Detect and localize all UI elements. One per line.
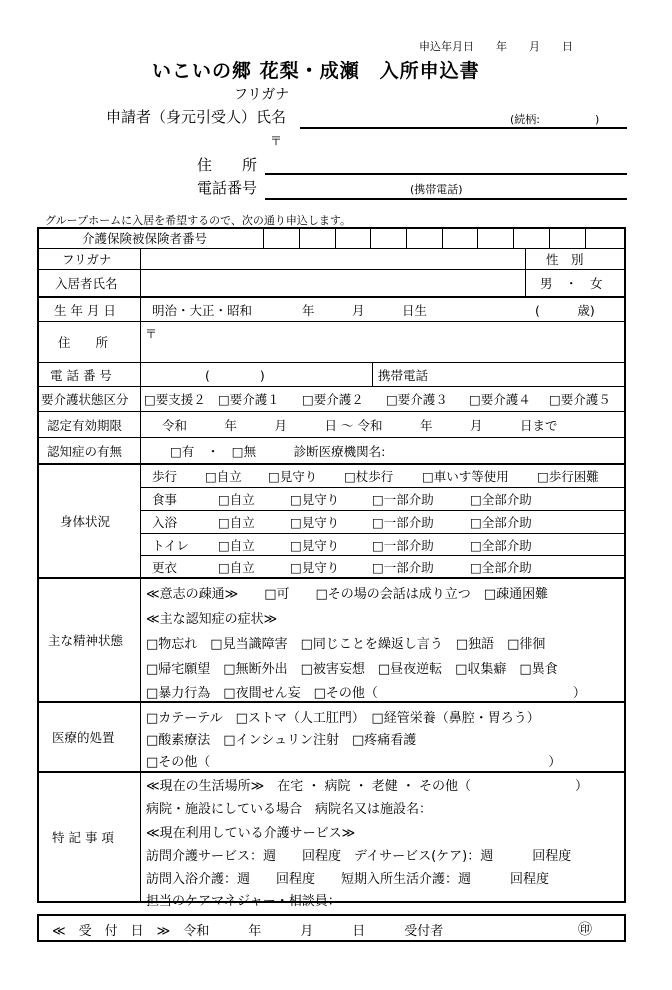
form-title: いこいの郷 花梨・成瀬 入所申込書 bbox=[152, 60, 480, 82]
physical-item-dressing: 更衣 bbox=[152, 559, 178, 575]
bathing-option-2[interactable]: □見守り bbox=[290, 515, 340, 530]
validity-value[interactable]: 令和 年 月 日 〜 令和 年 月 日まで bbox=[162, 417, 558, 433]
physical-item-walking: 歩行 bbox=[152, 469, 178, 484]
care-level-6[interactable]: □要介護５ bbox=[549, 392, 611, 407]
eating-option-1[interactable]: □自立 bbox=[218, 492, 255, 507]
bathing-option-3[interactable]: □一部介助 bbox=[372, 515, 434, 530]
notes-line-6[interactable]: 担当のケアマネジャー・相談員： bbox=[146, 894, 341, 909]
bathing-option-4[interactable]: □全部介助 bbox=[470, 515, 532, 530]
toilet-option-2[interactable]: □見守り bbox=[290, 537, 340, 553]
furigana-label: フリガナ bbox=[234, 87, 290, 103]
eating-option-2[interactable]: □見守り bbox=[290, 492, 340, 507]
eating-option-3[interactable]: □一部介助 bbox=[372, 492, 434, 507]
dressing-option-1[interactable]: □自立 bbox=[218, 559, 255, 575]
age-value[interactable]: ( 歳) bbox=[535, 302, 595, 318]
applicant-name-label: 申請者（身元引受人）氏名 bbox=[106, 108, 287, 126]
care-level-label: 要介護状態区分 bbox=[41, 392, 129, 407]
physical-item-bathing: 入浴 bbox=[152, 515, 178, 530]
walking-option-5[interactable]: □歩行困難 bbox=[537, 469, 599, 484]
care-level-5[interactable]: □要介護４ bbox=[469, 392, 531, 407]
notes-line-4[interactable]: 訪問介護サービス：週 回程度 デイサービス(ケア)：週 回程度 bbox=[146, 849, 572, 864]
care-level-3[interactable]: □要介護２ bbox=[302, 392, 364, 407]
resident-phone-value[interactable]: ( ) bbox=[205, 367, 265, 383]
physical-status-label: 身体状況 bbox=[60, 514, 111, 529]
medical-line-3[interactable]: □その他（ ） bbox=[146, 755, 562, 770]
notes-line-1[interactable]: ≪現在の生活場所≫ 在宅 ・ 病院 ・ 老健 ・ その他（ ） bbox=[146, 779, 589, 794]
dressing-option-2[interactable]: □見守り bbox=[290, 559, 340, 575]
notes-label: 特 記 事 項 bbox=[52, 830, 114, 845]
validity-label: 認定有効期限 bbox=[47, 417, 123, 433]
mobile-label: (携帯電話) bbox=[410, 183, 463, 196]
walking-option-1[interactable]: □自立 bbox=[205, 469, 242, 484]
gender-label: 性 別 bbox=[546, 252, 584, 267]
phone-underline bbox=[265, 198, 627, 200]
application-date-label: 申込年月日 年 月 日 bbox=[419, 40, 573, 53]
furigana-row-label: フリガナ bbox=[62, 252, 112, 267]
gender-options[interactable]: 男 ・ 女 bbox=[540, 276, 603, 291]
reception-date[interactable]: ≪ 受 付 日 ≫ 令和 年 月 日 受付者 bbox=[52, 924, 444, 939]
medical-line-2[interactable]: □酸素療法 □インシュリン注射 □疼痛看護 bbox=[146, 733, 417, 748]
intro-text: グループホームに入居を希望するので、次の通り申込します。 bbox=[45, 214, 352, 227]
medical-care-label: 医療的処置 bbox=[52, 730, 115, 745]
dob-value[interactable]: 明治・大正・昭和 年 月 日生 bbox=[152, 302, 428, 318]
bathing-option-1[interactable]: □自立 bbox=[218, 515, 255, 530]
care-level-2[interactable]: □要介護１ bbox=[218, 392, 280, 407]
mental-line-5[interactable]: □暴力行為 □夜間せん妄 □その他（ ） bbox=[146, 686, 586, 701]
resident-postal-mark: 〒 bbox=[145, 327, 158, 341]
walking-option-4[interactable]: □車いす等使用 bbox=[422, 469, 509, 484]
medical-line-1[interactable]: □カテーテル □ストマ（人工肛門） □経管栄養（鼻腔・胃ろう） bbox=[146, 711, 540, 726]
mental-line-1[interactable]: ≪意志の疎通≫ □可 □その場の会話は成り立つ □疎通困難 bbox=[146, 587, 549, 602]
eating-option-4[interactable]: □全部介助 bbox=[470, 492, 532, 507]
walking-option-3[interactable]: □杖歩行 bbox=[344, 469, 394, 484]
postal-mark: 〒 bbox=[270, 134, 283, 148]
toilet-option-3[interactable]: □一部介助 bbox=[372, 537, 434, 553]
relation-field[interactable]: (続柄: ) bbox=[510, 113, 600, 126]
resident-address-label: 住 所 bbox=[58, 335, 109, 350]
dob-label: 生 年 月 日 bbox=[54, 302, 116, 318]
mental-state-label: 主な精神状態 bbox=[48, 633, 124, 648]
notes-line-3: ≪現在利用している介護サービス≫ bbox=[146, 826, 356, 841]
mental-line-4[interactable]: □帰宅願望 □無断外出 □被害妄想 □昼夜逆転 □収集癖 □異食 bbox=[146, 662, 558, 677]
care-level-1[interactable]: □要支援２ bbox=[144, 392, 206, 407]
dressing-option-3[interactable]: □一部介助 bbox=[372, 559, 434, 575]
toilet-option-1[interactable]: □自立 bbox=[218, 537, 255, 553]
mental-line-2: ≪主な認知症の症状≫ bbox=[146, 612, 278, 627]
physical-item-toilet: トイレ bbox=[152, 537, 189, 553]
applicant-name-underline bbox=[300, 127, 627, 129]
care-level-4[interactable]: □要介護３ bbox=[386, 392, 448, 407]
mental-line-3[interactable]: □物忘れ □見当識障害 □同じことを繰返し言う □独語 □徘徊 bbox=[146, 637, 546, 652]
dressing-option-4[interactable]: □全部介助 bbox=[470, 559, 532, 575]
resident-mobile-label: 携帯電話 bbox=[378, 367, 429, 383]
physical-item-eating: 食事 bbox=[152, 492, 178, 507]
seal-mark: ㊞ bbox=[578, 922, 592, 938]
resident-name-label: 入居者氏名 bbox=[55, 276, 118, 291]
address-label: 住 所 bbox=[197, 156, 258, 174]
insurance-number-label: 介護保険被保険者番号 bbox=[82, 231, 208, 246]
toilet-option-4[interactable]: □全部介助 bbox=[470, 537, 532, 553]
dementia-label: 認知症の有無 bbox=[47, 443, 123, 459]
phone-label: 電話番号 bbox=[197, 179, 258, 197]
notes-line-5[interactable]: 訪問入浴介護：週 回程度 短期入所生活介護：週 回程度 bbox=[146, 872, 550, 887]
resident-phone-label: 電 話 番 号 bbox=[50, 367, 112, 383]
notes-line-2[interactable]: 病院・施設にしている場合 病院名又は施設名： bbox=[146, 802, 433, 817]
address-underline bbox=[265, 173, 627, 175]
dementia-value[interactable]: □有 ・ □無 診断医療機関名: bbox=[170, 443, 386, 459]
walking-option-2[interactable]: □見守り bbox=[268, 469, 318, 484]
